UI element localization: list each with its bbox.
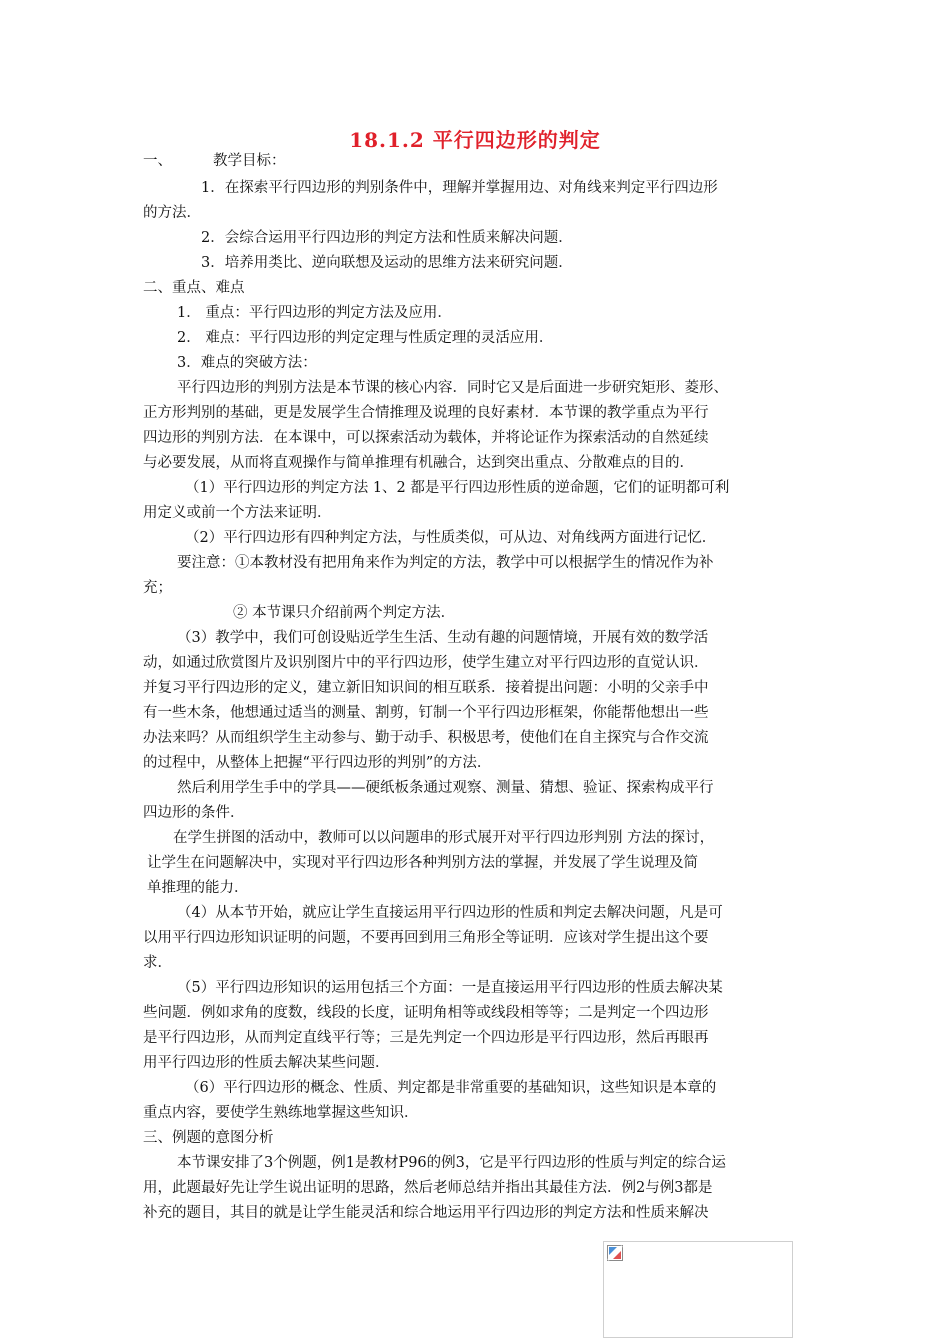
- paragraph-line: （1）平行四边形的判定方法 1、2 都是平行四边形性质的逆命题，它们的证明都可利: [185, 480, 730, 496]
- section-three-title: 三、例题的意图分析: [143, 1130, 274, 1146]
- paragraph-line: 在学生拼图的活动中，教师可以以问题串的形式展开对平行四边形判别 方法的探讨，: [173, 830, 715, 846]
- paragraph-line: 2．会综合运用平行四边形的判定方法和性质来解决问题．: [201, 230, 573, 246]
- paragraph-line: 与必要发展，从而将直观操作与简单推理有机融合，达到突出重点、分散难点的目的．: [143, 455, 694, 471]
- paragraph-line: 要注意：①本教材没有把用角来作为判定的方法，教学中可以根据学生的情况作为补: [177, 555, 714, 571]
- paragraph-line: 正方形判别的基础，更是发展学生合情推理及说理的良好素材．本节课的教学重点为平行: [143, 405, 709, 421]
- paragraph-line: 3．难点的突破方法：: [177, 355, 317, 371]
- paragraph-line: 求．: [143, 955, 172, 971]
- paragraph-line: 然后利用学生手中的学具——硬纸板条通过观察、测量、猜想、验证、探索构成平行: [177, 780, 714, 796]
- section-one-number: 一、: [143, 153, 172, 169]
- section-two-title: 二、重点、难点: [143, 280, 245, 296]
- paragraph-line: （6）平行四边形的概念、性质、判定都是非常重要的基础知识，这些知识是本章的: [185, 1080, 717, 1096]
- paragraph-line: 单推理的能力．: [147, 880, 249, 896]
- paragraph-line: 并复习平行四边形的定义，建立新旧知识间的相互联系．接着提出问题：小明的父亲手中: [143, 680, 709, 696]
- paragraph-line: 1．在探索平行四边形的判别条件中，理解并掌握用边、对角线来判定平行四边形: [201, 180, 718, 196]
- paragraph-line: 动，如通过欣赏图片及识别图片中的平行四边形，使学生建立对平行四边形的直觉认识．: [143, 655, 709, 671]
- paragraph-line: 办法来吗？从而组织学生主动参与、勤于动手、积极思考，使他们在自主探究与合作交流: [143, 730, 709, 746]
- paragraph-line: 四边形的判别方法．在本课中，可以探索活动为载体，并将论证作为探索活动的自然延续: [143, 430, 709, 446]
- paragraph-line: 以用平行四边形知识证明的问题，不要再回到用三角形全等证明．应该对学生提出这个要: [143, 930, 709, 946]
- paragraph-line: 3．培养用类比、逆向联想及运动的思维方法来研究问题．: [201, 255, 573, 271]
- paragraph-line: 是平行四边形，从而判定直线平行等；三是先判定一个四边形是平行四边形，然后再眼再: [143, 1030, 709, 1046]
- section-one-title: 教学目标：: [213, 153, 286, 169]
- paragraph-line: 的方法．: [143, 205, 201, 221]
- paragraph-line: 本节课安排了3个例题，例1是教材P96的例3，它是平行四边形的性质与判定的综合运: [177, 1155, 726, 1171]
- paragraph-line: 1． 重点：平行四边形的判定方法及应用．: [177, 305, 452, 321]
- paragraph-line: 的过程中，从整体上把握“平行四边形的判别”的方法．: [143, 755, 492, 771]
- paragraph-line: 平行四边形的判别方法是本节课的核心内容．同时它又是后面进一步研究矩形、菱形、: [177, 380, 728, 396]
- paragraph-line: （4）从本节开始，就应让学生直接运用平行四边形的性质和判定去解决问题，凡是可: [177, 905, 723, 921]
- broken-image-icon: [607, 1245, 623, 1261]
- paragraph-line: 用平行四边形的性质去解决某些问题．: [143, 1055, 390, 1071]
- paragraph-line: 用，此题最好先让学生说出证明的思路，然后老师总结并指出其最佳方法．例2与例3都是: [143, 1180, 713, 1196]
- paragraph-line: 让学生在问题解决中，实现对平行四边形各种判别方法的掌握，并发展了学生说理及简: [147, 855, 698, 871]
- paragraph-line: （3）教学中，我们可创设贴近学生生活、生动有趣的问题情境，开展有效的数学活: [177, 630, 709, 646]
- document-title: 18.1.2 平行四边形的判定: [349, 128, 601, 152]
- paragraph-line: 补充的题目，其目的就是让学生能灵活和综合地运用平行四边形的判定方法和性质来解决: [143, 1205, 709, 1221]
- paragraph-line: 充；: [143, 580, 172, 596]
- paragraph-line: 有一些木条，他想通过适当的测量、割剪，钉制一个平行四边形框架，你能帮他想出一些: [143, 705, 709, 721]
- paragraph-line: 2． 难点：平行四边形的判定定理与性质定理的灵活应用．: [177, 330, 554, 346]
- broken-image-frame: [603, 1241, 793, 1338]
- paragraph-line: 四边形的条件．: [143, 805, 245, 821]
- paragraph-line: 用定义或前一个方法来证明．: [143, 505, 332, 521]
- paragraph-line: 些问题．例如求角的度数，线段的长度，证明角相等或线段相等等；二是判定一个四边形: [143, 1005, 709, 1021]
- paragraph-line: （5）平行四边形知识的运用包括三个方面：一是直接运用平行四边形的性质去解决某: [177, 980, 723, 996]
- paragraph-line: （2）平行四边形有四种判定方法，与性质类似，可从边、对角线两方面进行记忆．: [185, 530, 717, 546]
- paragraph-line: ② 本节课只介绍前两个判定方法．: [233, 605, 456, 621]
- paragraph-line: 重点内容，要使学生熟练地掌握这些知识．: [143, 1105, 419, 1121]
